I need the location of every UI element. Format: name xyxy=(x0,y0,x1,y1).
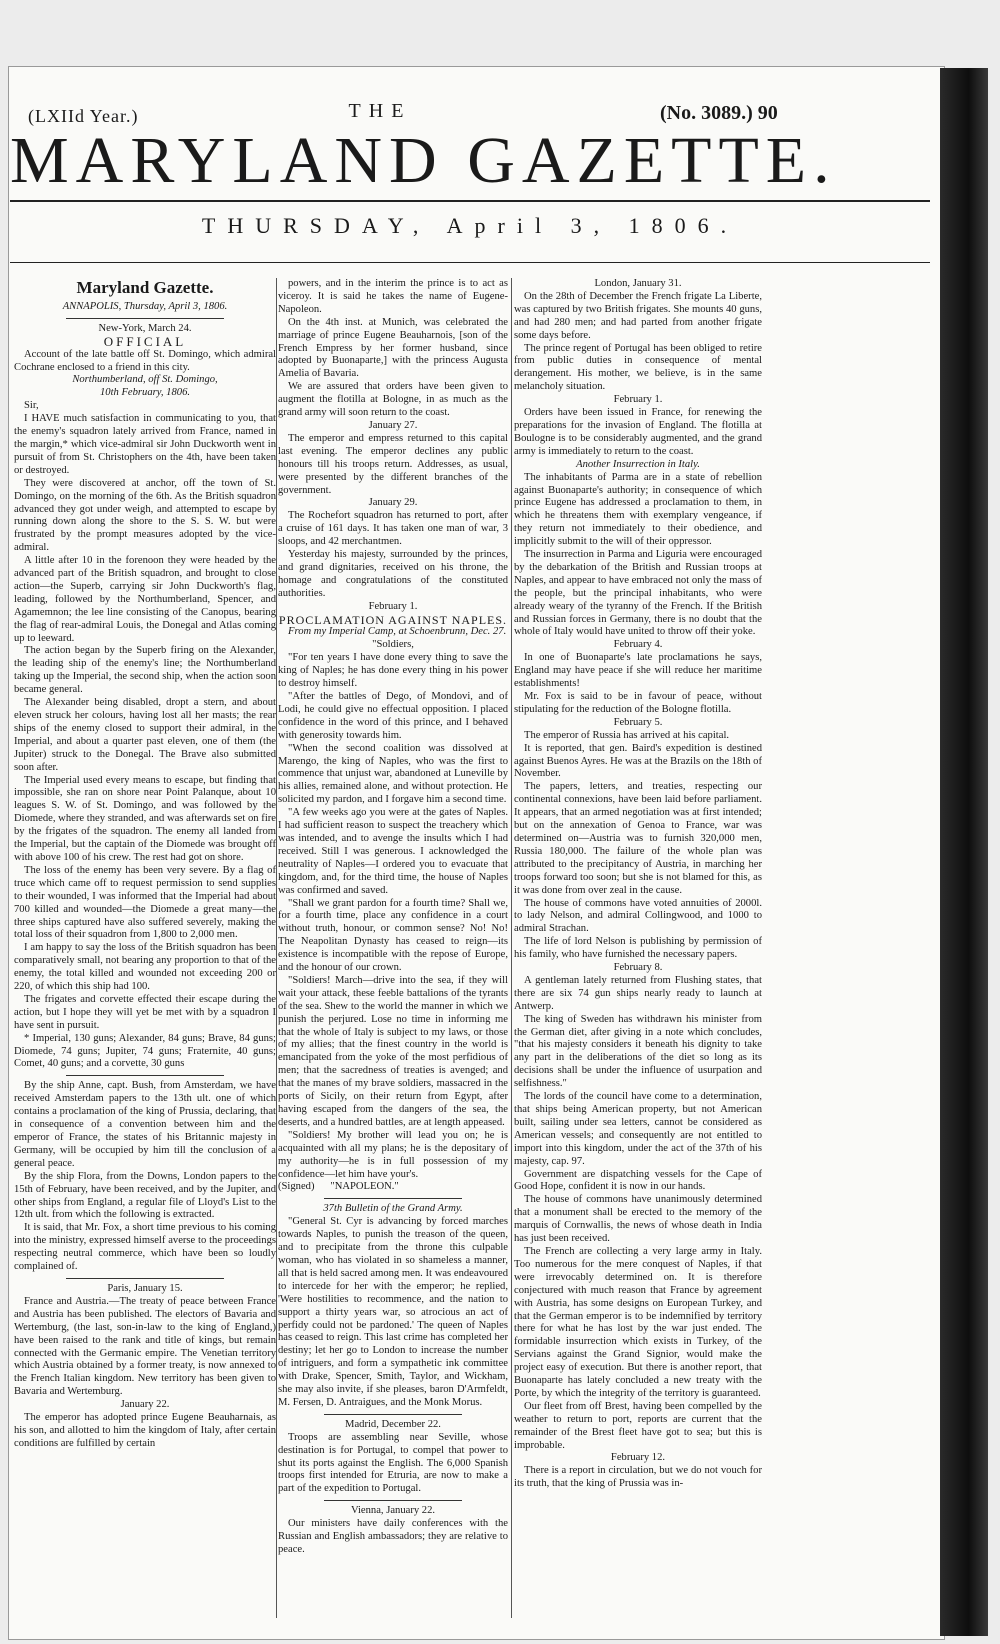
paragraph: The insurrection in Parma and Liguria were encouraged by the debarkation of the British and Russian troops at Naples, and appear to have embraced not only the mass of the people, but the principal inhabitants, who were already weary of the tyranny of the French. If the British and Russian forces in Germany, there is no doubt that the whole of Italy would have united to throw off their yoke. xyxy=(514,549,762,638)
paragraph: On the 28th of December the French frigate La Liberte, was captured by two British frigates. She mounts 40 guns, and had 280 men; and had parted from another frigate some days before. xyxy=(514,290,762,341)
paragraph: The emperor has adopted prince Eugene Beauharnais, as his son, and allotted to him the kingdom of Italy, after certain conditions are fulfilled by certain xyxy=(14,1412,276,1449)
paragraph: "Shall we grant pardon for a fourth time? Shall we, for a fourth time, place any confidence in a court without truth, honour, or common sense? No! No! The Neapolitan Dynasty has ceased to reign—its existence is incompatible with the repose of Europe, and the honour of our crown. xyxy=(278,897,508,974)
paragraph: It is reported, that gen. Baird's expedition is destined against Buenos Ayres. He was at the Brazils on the 18th of November. xyxy=(514,742,762,780)
paragraph: Troops are assembling near Seville, whose destination is for Portugal, to compel that power to shut its ports against the English. The 6,000 Spanish troops first intended for Etruria, are now to make a part of the expedition to Portugal. xyxy=(278,1431,508,1495)
salutation: "Soldiers, xyxy=(372,639,414,651)
paragraph: I HAVE much satisfaction in communicating to you, that the enemy's squadron lately arrived from France, named in the margin,* which vice-admiral sir John Duckworth went in pursuit of from St. Christophers on the 4th, have been taken or destroyed. xyxy=(14,413,276,476)
date-heading: January 22. xyxy=(120,1399,170,1411)
paragraph: The lords of the council have come to a determination, that ships being American property, but not American built, sailing under sea letters, cannot be considered as American vessels; and consequently are not entitled to import into this kingdom, under the act of the 37th of his majesty, cap. 97. xyxy=(514,1091,762,1167)
paragraph: The action began by the Superb firing on the Alexander, the leading ship of the enemy's line; the Northumberland taking up the Imperial, the second ship, when the action soon became general. xyxy=(14,645,276,696)
paragraph: The Rochefort squadron has returned to port, after a cruise of 161 days. It has taken one man of war, 3 sloops, and 42 merchantmen. xyxy=(278,510,508,548)
paragraph: They were discovered at anchor, off the town of St. Domingo, on the morning of the 6th. As the British squadron advanced they got under weigh, and attempted to escape by running down along the shore to the S. S. W. but were frustrated by the prompt measures adopted by the vice-admiral. xyxy=(14,477,276,554)
paragraph: "Soldiers! My brother will lead you on; he is acquainted with all my plans; he is the depositary of my authority—he is in full possession of my confidence—let him have your's. xyxy=(278,1129,508,1180)
paragraph: We are assured that orders have been given to augment the flotilla at Bologne, in as much as the grand army will soon return to the coast. xyxy=(278,381,508,419)
paragraph: A little after 10 in the forenoon they were headed by the advanced part of the British squadron, and brought to close action—the Superb, carrying sir John Duckworth's flag, leading, followed by the Northumberland, Spencer, and Agamemnon; the lee line consisting of the Canopus, bearing the flag of rear-admiral Louis, the Donegal and Atlas coming up to leeward. xyxy=(14,555,276,644)
book-binding xyxy=(940,68,988,1636)
paragraph: Mr. Fox is said to be in favour of peace, without stipulating for the reduction of the Bologne flotilla. xyxy=(514,691,762,715)
dateline-paris: Paris, January 15. xyxy=(107,1282,183,1294)
newspaper-title: MARYLAND GAZETTE. xyxy=(10,124,837,197)
divider xyxy=(324,1198,462,1199)
paragraph: "General St. Cyr is advancing by forced marches towards Naples, to punish the treason of the queen, and to precipitate from the throne this culpable woman, who has violated in so shameless a manner, all that is held sacred among men. It was endeavoured to intercede for her with the emperor; he replied, 'Were hostilities to recommence, and the nation to support a thirty years war, so atrocious an act of perfidy could not be pardoned.' The queen of Naples has ceased to reign. This last crime has completed her destiny; let her go to London to increase the number of intriguers, and form a sympathetic ink committee with Drake, Spencer, Smith, Taylor, and Wickham, she may also invite, if she pleases, baron D'Armfeldt, M. Fersen, D. Antraigues, and the Monk Morus. xyxy=(278,1216,508,1408)
divider xyxy=(324,1414,462,1415)
dateline-london: London, January 31. xyxy=(594,278,682,289)
date-rule xyxy=(10,262,930,263)
paragraph: In one of Buonaparte's late proclamations he says, England may have peace if she will reduce her maritime establishments! xyxy=(514,652,762,690)
paragraph: A gentleman lately returned from Flushing states, that there are six 74 gun ships nearly ready to launch at Antwerp. xyxy=(514,974,762,1012)
column-2 xyxy=(278,278,508,1618)
proclamation-origin: From my Imperial Camp, at Schoenbrunn, Dec. 27. xyxy=(288,626,507,638)
paragraph: The Alexander being disabled, dropt a stern, and about eleven struck her colours, having lost all her masts; the rear ships of the enemy closed to support their admiral, in the Imperial, and about a quarter past eleven, one of them (the Jupiter) struck to the Donegal. The Brave also submitted soon after. xyxy=(14,697,276,773)
article-intro: Account of the late battle off St. Domingo, which admiral Cochrane enclosed to a friend in this city. xyxy=(14,348,276,373)
paragraph: The frigates and corvette effected their escape during the action, but I hope they will yet be met with by a squadron I have sent in pursuit. xyxy=(14,993,276,1031)
paragraph: The king of Sweden has withdrawn his minister from the German diet, after giving in a note which concludes, "that his majesty considers it beneath his dignity to take any part in the deliberations of the diet so long as its decisions shall be under the influence of usurpation and selfishness." xyxy=(514,1013,762,1090)
paragraph: By the ship Anne, capt. Bush, from Amsterdam, we have received Amsterdam papers to the 13th ult. one of which contains a proclamation of the king of Prussia, declaring, that in consequence of a convention between him and the emperor of France, the states of his Britannic majesty in Germany, will be occupied by him till the conclusion of a general peace. xyxy=(14,1080,276,1169)
divider xyxy=(66,1278,223,1279)
signature: "NAPOLEON." xyxy=(330,1181,399,1193)
letter-origin: Northumberland, off St. Domingo, xyxy=(72,374,218,386)
masthead-the: THE xyxy=(348,100,412,122)
letter-date: 10th February, 1806. xyxy=(99,387,191,399)
paragraph: Our ministers have daily conferences with the Russian and English ambassadors; they are relative to peace. xyxy=(278,1518,508,1555)
salutation: Sir, xyxy=(24,400,39,412)
paragraph: There is a report in circulation, but we do not vouch for its truth, that the king of Prussia was in- xyxy=(514,1465,762,1490)
dateline-vienna: Vienna, January 22. xyxy=(350,1505,436,1517)
signature-line xyxy=(278,1181,508,1194)
dateline-newyork: New-York, March 24. xyxy=(98,322,192,334)
paragraph: The life of lord Nelson is publishing by permission of his family, who have furnished the necessary papers. xyxy=(514,936,762,961)
masthead-rule xyxy=(10,200,930,202)
column-1 xyxy=(14,278,276,1618)
dateline-madrid: Madrid, December 22. xyxy=(345,1418,441,1430)
issue-date: THURSDAY, April 3, 1806. xyxy=(201,213,739,238)
volume-year: (LXIId Year.) xyxy=(28,106,139,126)
paragraph: I am happy to say the loss of the British squadron has been comparatively small, not bearing any proportion to that of the enemy, the total killed and wounded not exceeding 200 or 220, of which this ship had 100. xyxy=(14,942,276,993)
date-heading: February 4. xyxy=(613,639,663,651)
paragraph: "When the second coalition was dissolved at Marengo, the king of Naples, who was the first to commence that unjust war, abandoned at Luneville by his allies, remained alone, and without protection. He solicited my pardon, and I forgave him a second time. xyxy=(278,742,508,806)
paragraph: France and Austria.—The treaty of peace between France and Austria has been published. The electors of Bavaria and Wertemburg, (the last, son-in-law to the king of England,) have been raised to the rank and title of kings, but remain connected with the Germanic empire. The Venetian territory which Austria obtained by a former treaty, is now annexed to the French Italian kingdom. New territory has been given to Bavaria and Wertemburg. xyxy=(14,1295,276,1398)
column-separator xyxy=(276,278,277,1618)
divider xyxy=(66,1075,223,1076)
subheading: Another Insurrection in Italy. xyxy=(576,458,700,470)
bulletin-heading: 37th Bulletin of the Grand Army. xyxy=(323,1203,463,1215)
official-heading: OFFICIAL xyxy=(103,333,187,349)
paragraph: The prince regent of Portugal has been obliged to retire from public duties in consequence of mental derangement. His mother, we believe, is in the same melancholy situation. xyxy=(514,342,762,393)
paragraph: Government are dispatching vessels for the Cape of Good Hope, confident it is now in our hands. xyxy=(514,1168,762,1193)
paragraph: "After the battles of Dego, of Mondovi, and of Lodi, he could give no effectual opposition. I placed confidence in the word of this prince, and I behaved with generosity towards him. xyxy=(278,691,508,741)
issue-number: (No. 3089.) 90 xyxy=(660,102,778,124)
date-heading: February 1. xyxy=(368,600,418,612)
paragraph: It is said, that Mr. Fox, a short time previous to his coming into the ministry, expressed himself averse to the proceedings respecting neutral commerce, which have been so loudly complained of. xyxy=(14,1222,276,1273)
paragraph: The emperor and empress returned to this capital last evening. The emperor declines any public honours till his troops return. Addresses, as usual, were presented by the different branches of the government. xyxy=(278,432,508,496)
divider xyxy=(324,1500,462,1501)
paragraph: Yesterday his majesty, surrounded by the princes, and grand dignitaries, received on his throne, the homage and congratulations of the constituted authorities. xyxy=(278,549,508,599)
paragraph: The loss of the enemy has been very severe. By a flag of truce which came off to request permission to send supplies to their wounded, I was informed that the Imperial had about 700 killed and wounded—the Diomede a great many—the three ships captured have also suffered severely, making the total loss of their squadron from 1,800 to 2,000 men. xyxy=(14,864,276,941)
date-heading: February 12. xyxy=(610,1452,666,1464)
date-heading: January 27. xyxy=(368,419,418,431)
paragraph: Orders have been issued in France, for renewing the preparations for the invasion of England. The flotilla at Boulogne is to be considerably augmented, and the grand army is immediately to return to the coast. xyxy=(514,407,762,457)
paragraph: The inhabitants of Parma are in a state of rebellion against Buonaparte's authority; in consequence of which prince Eugene has addressed a proclamation to them, in which he threatens them with exemplary vengeance, if they return not immediately to their obedience, and implicitly submit to the will of their oppressor. xyxy=(514,471,762,548)
signed-label: (Signed) xyxy=(278,1181,315,1193)
paragraph: On the 4th inst. at Munich, was celebrated the marriage of prince Eugene Beauharnois, [son of the French Empress by her former husband, since adopted by Buonaparte,] with the princess Augusta Amelia of Bavaria. xyxy=(278,316,508,380)
paragraph: The French are collecting a very large army in Italy. Too numerous for the mere conquest of Naples, if that were irrevocably determined on. It is therefore conjectured with much reason that France by agreement with Austria, has some designs on European Turkey, and that the German emperor is to be indemnified by territory there for what he has lost by the war just ended. The formidable insurrection which exists in Turkey, of the Servians against the Grand Signior, would make the project easy of execution. But there is another report, that Buonaparte has lately concluded a new treaty with the Porte, by which the integrity of the territory is guaranteed. xyxy=(514,1245,762,1399)
paragraph: "A few weeks ago you were at the gates of Naples. I had sufficient reason to suspect the treachery which was intended, and to avenge the insults which I had received. Still I was generous. I acknowledged the neutrality of Naples—I ordered you to evacuate that kingdom, and, for the third time, the house of Naples was confirmed and saved. xyxy=(278,807,508,896)
proclamation-heading: PROCLAMATION AGAINST NAPLES. xyxy=(278,612,508,627)
date-heading: February 8. xyxy=(613,962,663,974)
column-separator xyxy=(511,278,512,1618)
paragraph: powers, and in the interim the prince is to act as viceroy. It is said he takes the name of Eugene-Napoleon. xyxy=(278,278,508,315)
section-title: Maryland Gazette. xyxy=(76,278,214,297)
place-date: ANNAPOLIS, Thursday, April 3, 1806. xyxy=(62,300,228,312)
paragraph: The papers, letters, and treaties, respecting our continental connexions, have been laid before parliament. It appears, that an armed negotiation was at first intended; but on the annexation of Genoa to France, war was determined on—Austria was to furnish 320,000 men, Russia 180,000. The failure of the whole plan was attributed to the precipitancy of Austria, in marching her troops forward too soon; but she is not blamed for this, as it was done from over zeal in the cause. xyxy=(514,781,762,896)
divider xyxy=(66,318,223,319)
paragraph: The house of commons have voted annuities of 2000l. to lady Nelson, and admiral Collingwood, and 1000 to admiral Strachan. xyxy=(514,897,762,935)
footnote: * Imperial, 130 guns; Alexander, 84 guns; Brave, 84 guns; Diomede, 74 guns; Jupiter, 74 guns; Fraternite, 40 guns; Comet, 40 guns; and a corvette, 30 guns xyxy=(14,1032,276,1070)
paragraph: The house of commons have unanimously determined that a monument shall be erected to the memory of the marquis of Cornwallis, the news of whose death in India has just been received. xyxy=(514,1194,762,1245)
column-3 xyxy=(514,278,762,1618)
paragraph: "For ten years I have done every thing to save the king of Naples; he has done every thing in his power to destroy himself. xyxy=(278,652,508,690)
paragraph: The emperor of Russia has arrived at his capital. xyxy=(524,729,730,741)
date-heading: February 1. xyxy=(613,394,663,406)
date-heading: February 5. xyxy=(613,716,663,728)
paragraph: The Imperial used every means to escape, but finding that impossible, she ran on shore near Point Palanque, about 10 leagues S. W. of St. Domingo, and was followed by the Diomede, where they stranded, and was afterwards set on fire by the frigates of the squadron. The enemy all landed from the Imperial, but the captain of the Diomede was brought off with above 100 of his crew. The rest had got on shore. xyxy=(14,774,276,863)
date-heading: January 29. xyxy=(368,497,418,509)
paragraph: By the ship Flora, from the Downs, London papers to the 15th of February, have been received, and by the Jupiter, and other ships from England, a regular file of Lloyd's List to the 12th ult. from which the following is extracted. xyxy=(14,1170,276,1221)
paragraph: "Soldiers! March—drive into the sea, if they will wait your attack, these feeble battalions of the tyrants of the sea. Shew to the world the manner in which we punish the perjured. Lose no time in informing me that the whole of Italy is subject to my laws, or those of my allies; that the finest country in the world is emancipated from the yoke of the most perfidious of men; that the sacredness of treaties is avenged; and that the manes of my brave soldiers, massacred in the ports of Sicily, on their return from Egypt, after having escaped from the dangers of the sea, the deserts, and a hundred battles, are at length appeased. xyxy=(278,974,508,1128)
paragraph: Our fleet from off Brest, having been compelled by the weather to return to port, reports are current that the remainder of the Brest fleet have got to sea; but this is improbable. xyxy=(514,1400,762,1451)
